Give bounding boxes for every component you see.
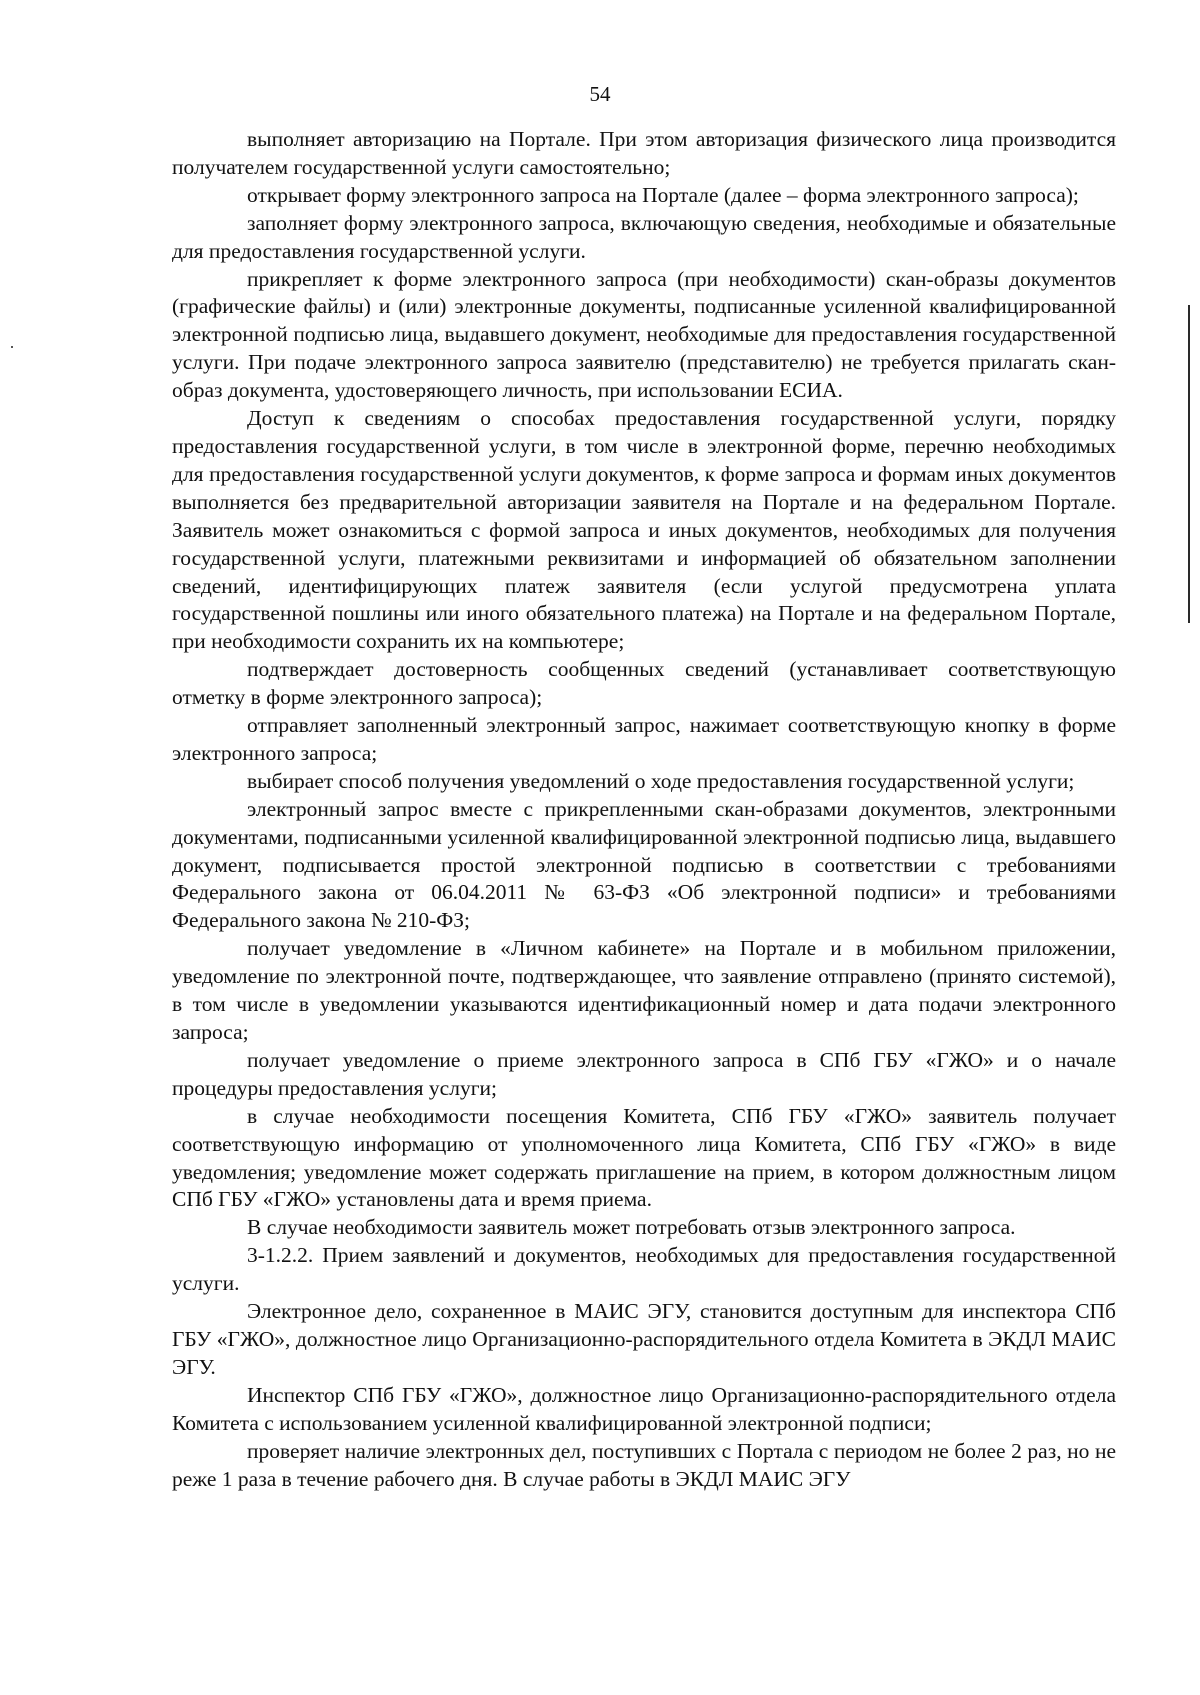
- paragraph-authorization: выполняет авторизацию на Портале. При этом авторизация физического лица производится получателем государственной услуги самостоятельно;: [172, 127, 1116, 179]
- paragraph-access-info: Доступ к сведениям о способах предоставления государственной услуги, порядку предоставления государственной услуги, в том числе в электронной форме, перечню необходимых для предоставления государственной услуги документов, к форме запроса и формам иных документов выполняется без предварительной авторизации заявителя на Портале и на федеральном Портале. Заявитель может ознакомиться с формой запроса и иных документов, необходимых для получения государственной услуги, платежными реквизитами и информацией об обязательном заполнении сведений, идентифицирующих платеж заявителя (если услугой предусмотрена уплата государственной пошлины или иного обязательного платежа) на Портале и на федеральном Портале, при необходимости сохранить их на компьютере;: [172, 406, 1116, 654]
- page-number: 54: [589, 82, 611, 106]
- section-heading-3-1-2-2: 3-1.2.2. Прием заявлений и документов, необходимых для предоставления государственной услуги.: [172, 1243, 1116, 1296]
- paragraph-visit: в случае необходимости посещения Комитета, СПб ГБУ «ГЖО» заявитель получает соответствующую информацию от уполномоченного лица Комитета, СПб ГБУ «ГЖО» в виде уведомления; уведомление может содержать приглашение на прием, в котором должностным лицом СПб ГБУ «ГЖО» установлены дата и время приема.: [172, 1103, 1116, 1212]
- scan-margin-line: [1188, 305, 1190, 623]
- paragraph-withdrawal: В случае необходимости заявитель может потребовать отзыв электронного запроса.: [247, 1215, 1016, 1240]
- paragraph-fill-form: заполняет форму электронного запроса, включающую сведения, необходимые и обязательные для предоставления государственной услуги.: [172, 210, 1116, 263]
- paragraph-inspector: Инспектор СПб ГБУ «ГЖО», должностное лицо Организационно-распорядительного отдела Комитета с использованием усиленной квалифицированной электронной подписи;: [172, 1382, 1116, 1435]
- document-body: [172, 126, 1116, 1493]
- scan-speck: [11, 346, 13, 348]
- paragraph-check-cases: проверяет наличие электронных дел, поступивших с Портала с периодом не более 2 раз, но не реже 1 раза в течение рабочего дня. В случае работы в ЭКДЛ МАИС ЭГУ: [172, 1438, 1116, 1491]
- paragraph-confirm: подтверждает достоверность сообщенных сведений (устанавливает соответствующую отметку в форме электронного запроса);: [172, 657, 1116, 710]
- paragraph-open-form: открывает форму электронного запроса на Портале (далее – форма электронного запроса);: [247, 182, 1079, 207]
- paragraph-receive-notification: получает уведомление в «Личном кабинете» на Портале и в мобильном приложении, уведомление по электронной почте, подтверждающее, что заявление отправлено (принято системой), в том числе в уведомлении указываются идентификационный номер и дата подачи электронного запроса;: [172, 936, 1116, 1044]
- paragraph-electronic-case: Электронное дело, сохраненное в МАИС ЭГУ, становится доступным для инспектора СПб ГБУ «ГЖО», должностное лицо Организационно-распорядительного отдела Комитета в ЭКДЛ МАИС ЭГУ.: [172, 1299, 1116, 1379]
- paragraph-notification-method: выбирает способ получения уведомлений о ходе предоставления государственной услуги;: [247, 768, 1075, 793]
- paragraph-send: отправляет заполненный электронный запрос, нажимает соответствующую кнопку в форме электронного запроса;: [172, 713, 1116, 765]
- paragraph-signature: электронный запрос вместе с прикрепленными скан-образами документов, электронными документами, подписанными усиленной квалифицированной электронной подписью лица, выдавшего документ, подписывается простой электронной подписью в соответствии с требованиями Федерального закона от 06.04.2011 № 63-ФЗ «Об электронной подписи» и требованиями Федерального закона № 210-ФЗ;: [172, 796, 1116, 933]
- paragraph-attach-documents: прикрепляет к форме электронного запроса (при необходимости) скан-образы документов (графические файлы) и (или) электронные документы, подписанные усиленной квалифицированной электронной подписью лица, выдавшего документ, необходимые для предоставления государственной услуги. При подаче электронного запроса заявителю (представителю) не требуется прилагать скан-образ документа, удостоверяющего личность, при использовании ЕСИА.: [172, 266, 1116, 403]
- paragraph-acceptance-notice: получает уведомление о приеме электронного запроса в СПб ГБУ «ГЖО» и о начале процедуры предоставления услуги;: [172, 1047, 1116, 1100]
